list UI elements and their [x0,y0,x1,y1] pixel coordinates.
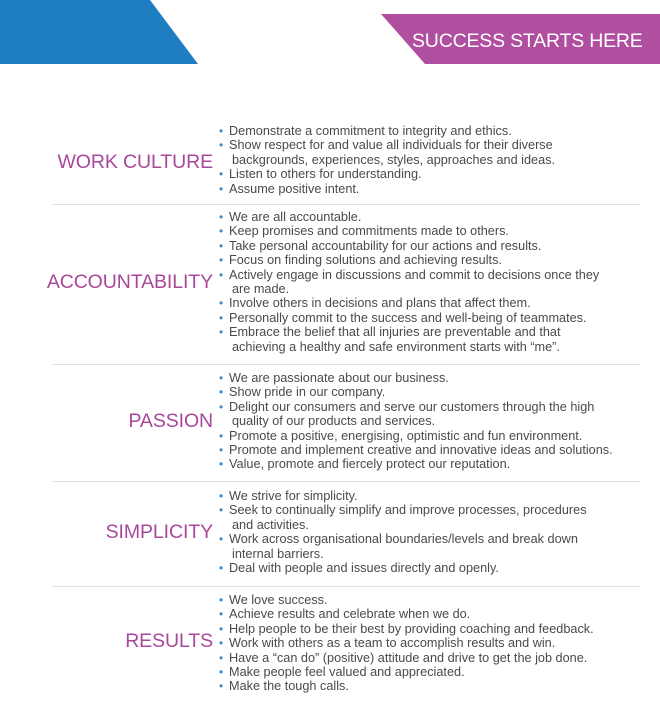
section-title: SIMPLICITY [105,521,213,543]
list-item-text: Embrace the belief that all injuries are preventable and that [229,325,561,340]
list-item-text: Deal with people and issues directly and openly. [229,561,499,576]
list-item [219,268,640,297]
list-item [219,325,640,354]
bullet-icon: • [219,607,224,622]
section-list [219,371,640,472]
bullet-icon: • [219,457,224,472]
bullet-icon: • [219,238,224,253]
section-work-culture [52,117,640,205]
bullet-icon: • [219,443,224,458]
list-item-text: Involve others in decisions and plans that affect them. [229,296,531,311]
bullet-icon: • [219,267,224,282]
section-list [219,489,640,575]
bullet-icon: • [219,665,224,680]
bullet-icon: • [219,636,224,651]
list-item-text: Make the tough calls. [229,679,349,694]
list-item [219,239,640,253]
bullet-icon: • [219,124,224,138]
section-list [219,210,640,354]
list-item [219,457,640,471]
section-list [219,124,640,196]
list-item [219,622,640,636]
section-results [52,586,640,703]
list-item-text: Have a “can do” (positive) attitude and drive to get the job done. [229,650,588,665]
list-item [219,138,640,167]
bullet-icon: • [219,561,224,576]
bullet-icon: • [219,503,224,518]
list-item-text: We love success. [229,593,328,607]
list-item-text: Assume positive intent. [229,181,360,196]
list-item [219,224,640,238]
list-item [219,167,640,181]
list-item-text-continued: are made. [232,282,290,297]
bullet-icon: • [219,489,224,503]
bullet-icon: • [219,371,224,385]
list-item-text: We strive for simplicity. [229,489,358,503]
section-title: PASSION [128,410,213,432]
list-item-text: Actively engage in discussions and commit to decisions once they [229,267,600,282]
list-item-text: Work with others as a team to accomplish results and win. [229,636,556,651]
list-item-text: Seek to continually simplify and improve processes, procedures [229,503,587,518]
list-item [219,636,640,650]
bullet-icon: • [219,428,224,443]
bullet-icon: • [219,296,224,311]
list-item-text: Demonstrate a commitment to integrity and ethics. [229,124,512,138]
bullet-icon: • [219,385,224,400]
list-item-text: Work across organisational boundaries/levels and break down [229,532,578,547]
list-item [219,489,640,503]
list-item-text: Focus on finding solutions and achieving results. [229,253,502,268]
bullet-icon: • [219,167,224,182]
bullet-icon: • [219,224,224,239]
list-item [219,385,640,399]
bullet-icon: • [219,532,224,547]
list-item-text: Listen to others for understanding. [229,167,422,182]
list-item [219,429,640,443]
list-item-text: We are all accountable. [229,210,362,224]
section-title: WORK CULTURE [57,151,213,173]
blue-corner-decoration [0,0,198,64]
bullet-icon: • [219,679,224,694]
bullet-icon: • [219,138,224,153]
section-title: RESULTS [125,630,213,652]
list-item-text-continued: achieving a healthy and safe environment starts with “me”. [232,339,560,354]
section-list [219,593,640,694]
list-item-text-continued: backgrounds, experiences, styles, approaches and ideas. [232,152,556,167]
bullet-icon: • [219,650,224,665]
bullet-icon: • [219,253,224,268]
bullet-icon: • [219,621,224,636]
list-item [219,607,640,621]
list-item [219,561,640,575]
list-item [219,593,640,607]
section-title: ACCOUNTABILITY [46,271,213,293]
list-item-text: Promote and implement creative and innovative ideas and solutions. [229,443,613,458]
list-item [219,679,640,693]
list-item-text: We are passionate about our business. [229,371,449,385]
bullet-icon: • [219,399,224,414]
list-item [219,182,640,196]
bullet-icon: • [219,310,224,325]
list-item [219,124,640,138]
list-item [219,253,640,267]
list-item-text: Help people to be their best by providing coaching and feedback. [229,621,594,636]
list-item-text: Promote a positive, energising, optimistic and fun environment. [229,428,583,443]
list-item-text: Take personal accountability for our actions and results. [229,238,542,253]
section-passion [52,364,640,482]
list-item-text: Make people feel valued and appreciated. [229,665,465,680]
bullet-icon: • [219,593,224,607]
list-item-text: Show pride in our company. [229,385,386,400]
section-accountability [46,204,640,365]
list-item [219,443,640,457]
list-item-text: Show respect for and value all individuals for their diverse [229,138,553,153]
list-item-text: Value, promote and fiercely protect our reputation. [229,457,511,472]
list-item [219,651,640,665]
list-item-text: Keep promises and commitments made to others. [229,224,509,239]
list-item [219,503,640,532]
list-item [219,532,640,561]
list-item-text: Achieve results and celebrate when we do. [229,607,471,622]
list-item [219,311,640,325]
list-item [219,296,640,310]
list-item-text: Delight our consumers and serve our customers through the high [229,399,595,414]
list-item-text-continued: quality of our products and services. [232,414,436,429]
list-item-text-continued: internal barriers. [232,546,324,561]
list-item-text-continued: and activities. [232,517,309,532]
bullet-icon: • [219,325,224,340]
header-banner-title: SUCCESS STARTS HERE [412,30,643,52]
list-item-text: Personally commit to the success and well-being of teammates. [229,310,587,325]
list-item [219,665,640,679]
list-item [219,400,640,429]
list-item [219,210,640,224]
bullet-icon: • [219,181,224,196]
bullet-icon: • [219,210,224,224]
list-item [219,371,640,385]
section-simplicity [52,481,640,587]
